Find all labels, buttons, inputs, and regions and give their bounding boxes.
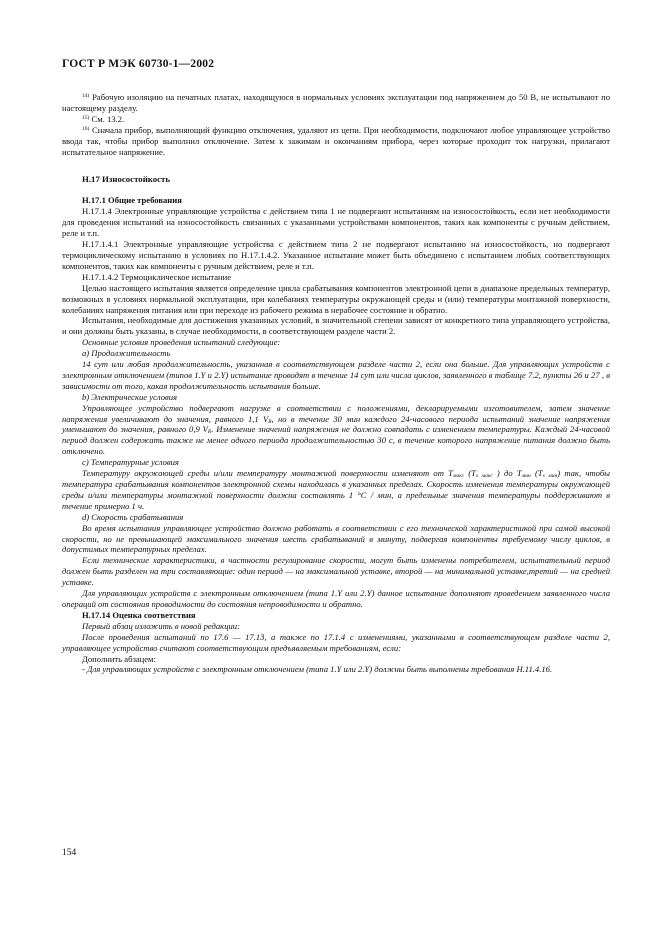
condition-c-title: с) Температурные условия (82, 457, 179, 468)
paragraph: Испытания, необходимые для достижения указанных условий, в значительной степени зависят от конкретного типа управляющего устройства, и они должны быть указаны, в случае необходимости, в соответствующем разделе части 2. (62, 315, 610, 337)
footnote-number: 14) (82, 93, 90, 99)
amendment-text-2: - Для управляющих устройств с электронным отключением (типа 1.Y или 2.Y) должны быть выполнены требования Н.11.4.16. (82, 664, 553, 675)
condition-d-title: d) Скорость срабатывания (82, 511, 184, 522)
footnote-number: 16) (82, 125, 90, 132)
page-content (62, 58, 610, 675)
condition-b-title: b) Электрические условия (82, 391, 178, 402)
conditions-intro: Основные условия проведения испытаний следующие: (82, 337, 281, 348)
page-number: 154 (62, 848, 77, 858)
footnote-number: 15) (82, 114, 90, 121)
footnote-15: $^{15)}$ См. 13.2. (82, 113, 125, 124)
condition-d-text-3: Для управляющих устройств с электронным отключением (типа 1.Y или 2.Y) данное испытание дополняют проведением заявленного числа операций от состояния проводимости до состояния непроводимости и обратно. (62, 588, 610, 609)
subsection-title-general: Н.17.1 Общие требования (82, 195, 182, 206)
footnote-14: $^{14)}$ Рабочую изоляцию на печатных платах, находящуюся в нормальных условиях эксплуатации под напряжением до 50 В, не испытывают по настоящему разделу. (62, 92, 610, 113)
paragraph: Н.17.1.4 Электронные управляющие устройства с действием типа 1 не подвергают испытаниям на износостойкость, если нет необходимости для проведения испытаний на износостойкость связанных с указанными устройствами компонентов, таких как компоненты с ручным действием, реле и т.п. (62, 206, 610, 239)
condition-d-text: Во время испытания управляющее устройство должно работать в соответствии с его технической характеристикой при самой высокой скорости, но не превышающей максимального значения шесть срабатываний в минуту, подвергая компоненты требуемому числу циклов, в допустимых температурных пределах. (62, 522, 610, 555)
paragraph: Н.17.1.4.1 Электронные управляющие устройства с действием типа 2 не подвергают испытанию на износостойкость, но подвергают термоциклическому испытанию в условиях по Н.17.1.4.2. Указанное испытание может быть объединено с испытанием любых соответствующих компонентов, таких как компоненты с ручным действием, реле и т.п. (62, 239, 610, 271)
condition-d-text-2: Если технические характеристики, в частности регулирование скорости, могут быть изменены потребителем, испытательный период должен быть разделен на три составляющие: один период — на максимальной уставке, второй — на минимальной уставке,третий — на средней уставке. (62, 555, 610, 588)
document-header: ГОСТ Р МЭК 60730-1—2002 (62, 58, 215, 70)
condition-c-text: Температуру окружающей среды и/или температуру монтажной поверхности изменяют от $T_{макс}$ ($T_{s макс}$ ) до $T_{мин}$ $(T_{s мин})$ так, чтобы температура срабатывания компонентов электронной схемы находилась в указанных пределах. Скорость изменения температуры окружающей среды и/или температуры монтажной поверхности должна составлять 1 °С / мин, а предельные значения температуры поддерживают в течение примерно 1 ч. (62, 468, 610, 511)
condition-a-text: 14 сут или любая продолжительность, указанная в соответствующем разделе части 2, если она больше. Для управляющих устройств с электронным отключением (типов 1.Y и 2.Y) испытание проводят в течение 14 сут или числа циклов, заявленного в таблице 7.2, пункты 26 и 27 , в зависимости от того, какая продолжительность испытания больше. (62, 359, 610, 391)
subsection-title-assessment: Н.17.14 Оценка соответствия (82, 609, 196, 620)
paragraph: Целью настоящего испытания является определение цикла срабатывания компонентов электронной цепи в диапазоне предельных температур, возможных в условиях нормальной эксплуатации, при колебаниях температуры окружающей среды и (или) температуры монтажной поверхности, колебаниях напряжения питания или при переходе из рабочего режима в нерабочее состояние и обратно. (62, 282, 610, 315)
paragraph: Н.17.1.4.2 Термоциклическое испытание (82, 271, 232, 282)
footnote-16: $^{16)}$ Сначала прибор, выполняющий функцию отключения, удаляют из цепи. При необходимости, подключают любое управляющее устройство ввода так, чтобы прибор выполнил отключение. Затем к зажимам и окончаниям прибора, через которые проходит ток нагрузки, прилагают испытательное напряжение. (62, 124, 610, 157)
condition-a-title: а) Продолжительность (82, 348, 171, 359)
condition-b-text: Управляющее устройство подвергают нагрузке в соответствии с положениями, декларируемыми изготовителем, затем значение напряжения увеличивают до значения, равного 1,1 $V_R$, но в течение 30 мин каждого 24-часового периода испытаний значение напряжения уменьшают до значения, равного 0,9 $V_R$. Изменение значений напряжения не должно совпадать с изменением температуры. Каждый 24-часовой период должен содержать также не менее одного периода продолжительностью 30 с, в течение которого напряжение питания должно быть отключено. (62, 402, 610, 457)
amendment-note-2: Дополнить абзацем: (82, 653, 156, 664)
section-title: Н.17 Износостойкость (82, 174, 170, 185)
amendment-note: Первый абзац изложить в новой редакции: (82, 620, 240, 631)
amendment-text: После проведения испытаний по 17.6 — 17.13, а также по 17.1.4 с изменениями, указанными в соответствующем разделе части 2, управляющее устройство считают соответствующим предъявляемым требованиям, если: (62, 631, 610, 653)
